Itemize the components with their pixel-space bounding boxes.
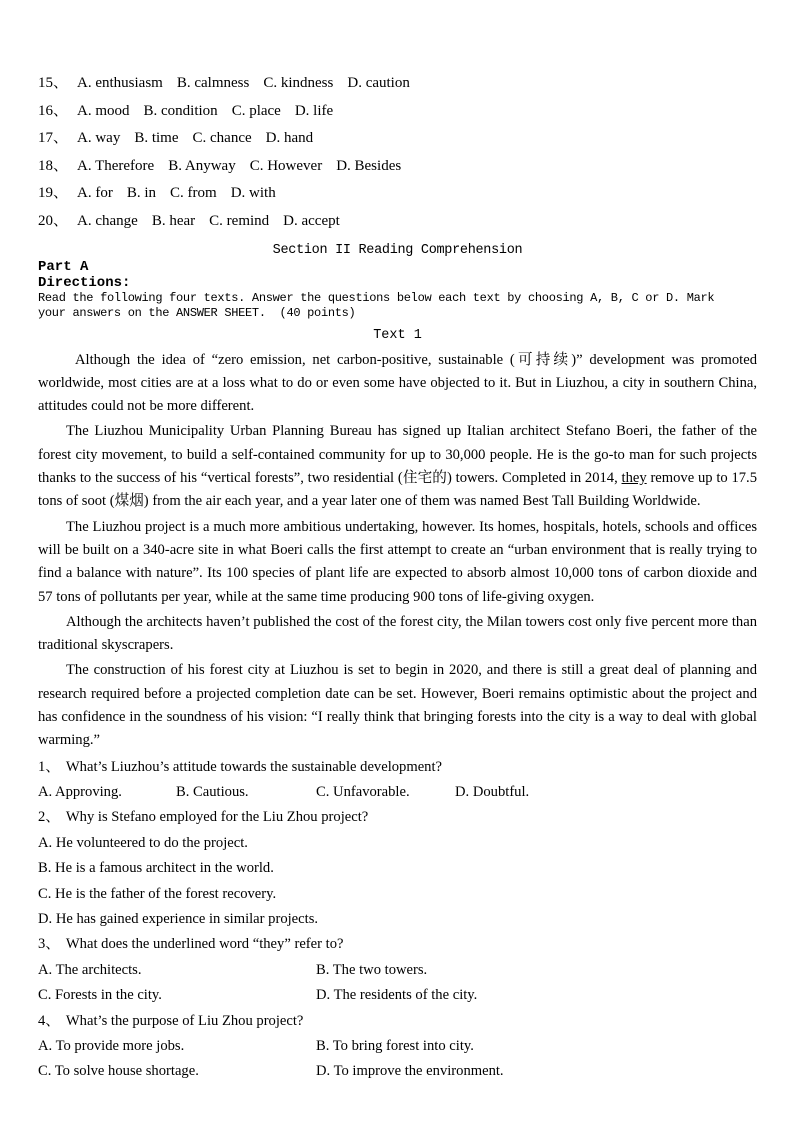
option-a: A. change [77, 212, 138, 229]
question-number: 17、 [38, 130, 69, 147]
option-d: D. accept [283, 212, 340, 229]
option-b: B. hear [151, 212, 196, 229]
option-d: D. Besides [336, 157, 402, 174]
question-text: What’s Liuzhou’s attitude towards the sustainable development? [65, 758, 443, 775]
question-number: 15、 [38, 75, 69, 91]
question-number: 19、 [38, 185, 69, 202]
passage-paragraph-5: The construction of his forest city at Liuzhou is set to begin in 2020, and there is still a great deal of planning and research required before a projected completion date can be set. However, Boeri remains optimistic about the project and has confidence in the soundness of his vision: “I really think that bringing forests into the city is a way to deal with global warming.” [38, 662, 757, 749]
option-d: D. He has gained experience in similar projects. [38, 911, 319, 928]
question-4-options [38, 1034, 757, 1085]
option-d: D. life [294, 102, 334, 119]
option-c: C. remind [209, 212, 270, 229]
option-d: D. The residents of the city. [316, 987, 478, 1004]
option-c: C. chance [192, 130, 252, 147]
question-4 [38, 1009, 757, 1034]
cloze-question-16 [38, 98, 757, 126]
question-number: 20、 [38, 212, 69, 229]
option-a: A. way [77, 130, 121, 147]
question-3-options [38, 958, 757, 1009]
option-a: A. He volunteered to do the project. [38, 834, 248, 851]
option-a: A. Approving. [38, 784, 122, 801]
option-d: D. with [230, 185, 276, 202]
option-c: C. He is the father of the forest recovery. [38, 885, 277, 902]
option-b: B. in [126, 185, 157, 202]
option-b: B. The two towers. [316, 961, 428, 978]
question-number: 18、 [38, 157, 69, 174]
cloze-question-17 [38, 125, 757, 153]
option-c: C. Forests in the city. [38, 987, 162, 1004]
question-text: What does the underlined word “they” refer to? [65, 936, 344, 953]
passage-paragraph-1: Although the idea of “zero emission, net carbon-positive, sustainable (可持续)” development was promoted worldwide, most cities are at a loss what to do or even some have objected to it. But in Liuzhou, a city in southern China, attitudes could not be more different. [38, 351, 757, 415]
reading-passage [38, 349, 757, 753]
passage-paragraph-4: Although the architects haven’t published the cost of the forest city, the Milan towers cost only five percent more than traditional skyscrapers. [38, 613, 757, 654]
option-b: B. calmness [176, 75, 250, 91]
option-c: C. To solve house shortage. [38, 1063, 199, 1080]
question-2 [38, 805, 757, 830]
comprehension-questions [38, 755, 757, 1085]
directions-text-line-1: Read the following four texts. Answer the questions below each text by choosing A, B, C or D. Mark [38, 290, 715, 305]
option-b: B. To bring forest into city. [316, 1038, 474, 1055]
option-a: A. To provide more jobs. [38, 1038, 185, 1055]
option-c: C. However [249, 157, 323, 174]
question-3 [38, 932, 757, 957]
question-text: What’s the purpose of Liu Zhou project? [65, 1012, 304, 1029]
cloze-question-18 [38, 153, 757, 181]
option-c: C. Unfavorable. [316, 784, 410, 801]
cloze-question-20 [38, 208, 757, 236]
option-a: A. Therefore [77, 157, 155, 174]
option-d: D. Doubtful. [455, 784, 530, 801]
cloze-question-15 [38, 70, 757, 98]
option-a: A. enthusiasm [77, 75, 163, 91]
option-b: B. He is a famous architect in the world. [38, 860, 274, 877]
option-b: B. Anyway [168, 157, 236, 174]
option-b: B. time [134, 130, 179, 147]
question-number: 1、 [38, 758, 60, 775]
cloze-options-block [38, 70, 757, 236]
option-a: A. The architects. [38, 961, 142, 978]
cloze-question-19 [38, 180, 757, 208]
question-number: 2、 [38, 809, 60, 826]
question-text: Why is Stefano employed for the Liu Zhou project? [65, 809, 369, 826]
option-a: A. for [77, 185, 113, 202]
option-c: C. kindness [263, 75, 334, 91]
question-1-options [38, 780, 757, 805]
option-a: A. mood [77, 102, 130, 119]
paragraph-2-text-post: remove up to 17.5 tons of soot (煤烟) from the air each year, and a year later one of them was named Best Tall Building Worldwide. [38, 470, 758, 510]
directions-label: Directions: [38, 274, 131, 291]
question-2-options [38, 831, 757, 933]
option-c: C. from [170, 185, 217, 202]
question-number: 3、 [38, 936, 60, 953]
passage-paragraph-2 [38, 420, 757, 513]
option-d: D. hand [265, 130, 314, 147]
passage-paragraph-3: The Liuzhou project is a much more ambitious undertaking, however. Its homes, hospitals, hotels, schools and offices will be built on a 340-acre site in what Boeri calls the first attempt to create an “urban environment that is really trying to find a balance with nature”. Its 100 species of plant life are expected to absorb almost 10,000 tons of carbon dioxide and 57 tons of pollutants per year, while at the same time producing 900 tons of life-giving oxygen. [38, 518, 757, 605]
option-c: C. place [231, 102, 281, 119]
option-b: B. condition [143, 102, 218, 119]
section-title: Section II Reading Comprehension [272, 242, 523, 258]
option-b: B. Cautious. [176, 784, 249, 801]
question-number: 16、 [38, 102, 69, 119]
question-1 [38, 755, 757, 780]
part-a-label: Part A [38, 258, 89, 275]
directions-text-line-2: your answers on the ANSWER SHEET. (40 points) [38, 306, 356, 321]
paragraph-2-text-pre: The Liuzhou Municipality Urban Planning Bureau has signed up Italian architect Stefano Boeri, the father of the forest city movement, to build a self-contained community for up to 30,000 people. He is the go-to man for such projects thanks to the success of his “vertical forests”, two residential (住宅的) towers. Completed in 2014, [38, 423, 757, 487]
option-d: D. caution [347, 75, 410, 91]
text-1-title: Text 1 [373, 327, 422, 343]
underlined-word-they: they [621, 470, 647, 487]
question-number: 4、 [38, 1012, 60, 1029]
option-d: D. To improve the environment. [316, 1063, 504, 1080]
